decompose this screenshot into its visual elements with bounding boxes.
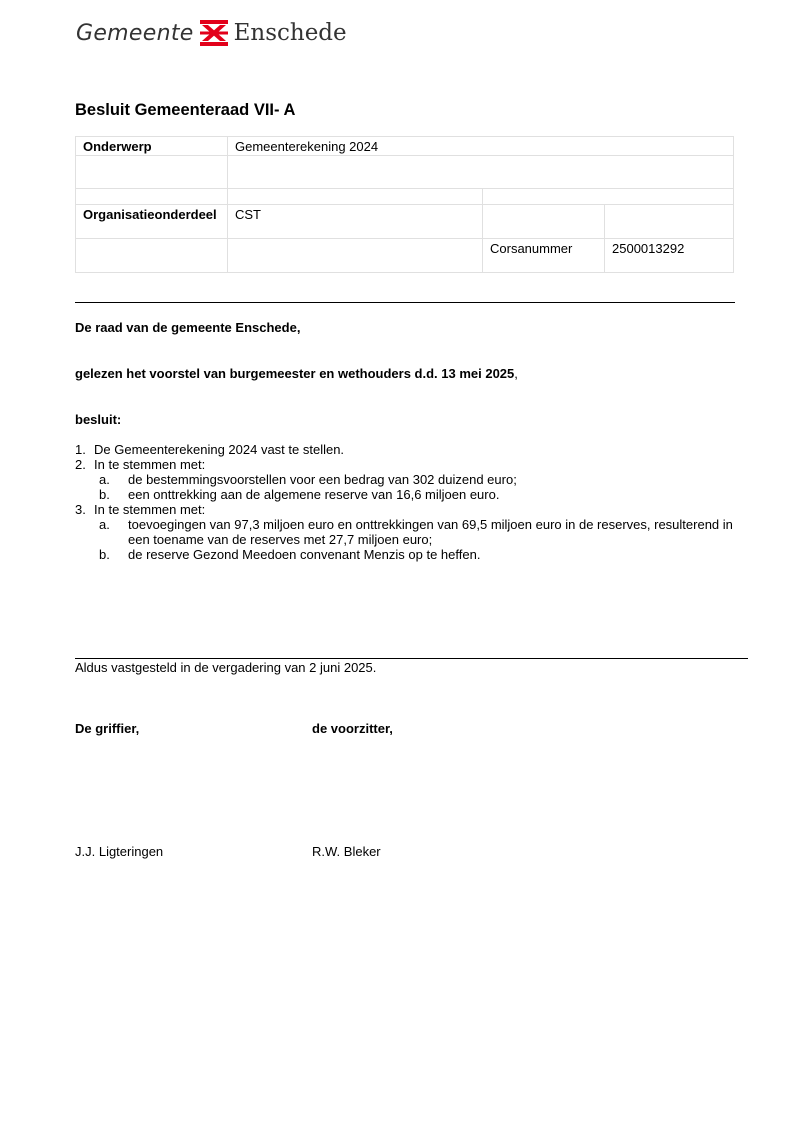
corsa-value: 2500013292 [605, 239, 734, 273]
decision-number: 1. [75, 442, 86, 457]
separator-line [75, 302, 735, 303]
table-row [76, 239, 734, 273]
enschede-emblem-icon [200, 20, 228, 46]
onderwerp-label: Onderwerp [76, 137, 228, 156]
list-item [75, 442, 755, 457]
table-row [76, 189, 734, 205]
document-title: Besluit Gemeenteraad VII- A [75, 101, 296, 119]
logo-word-gemeente: Gemeente [76, 20, 194, 46]
sub-text: toevoegingen van 97,3 miljoen euro en onttrekkingen van 69,5 miljoen euro in de reserves, resulterend in een toename van de reserves met 27,7 miljoen euro; [128, 517, 733, 547]
list-item [75, 502, 755, 562]
besluit-heading: besluit: [75, 412, 122, 427]
sub-text: de bestemmingsvoorstellen voor een bedrag van 302 duizend euro; [128, 472, 517, 487]
sub-letter: a. [99, 472, 110, 487]
gelezen-text: gelezen het voorstel van burgemeester en wethouders d.d. 13 mei 2025 [75, 366, 515, 381]
gelezen-line [75, 366, 518, 381]
vastgesteld-text: Aldus vastgesteld in de vergadering van 2 juni 2025. [75, 660, 377, 675]
list-item [75, 457, 755, 502]
voorzitter-name: R.W. Bleker [312, 844, 381, 859]
griffier-label: De griffier, [75, 721, 140, 736]
decision-list [75, 442, 755, 562]
raad-heading: De raad van de gemeente Enschede, [75, 320, 301, 335]
sub-text: een onttrekking aan de algemene reserve van 16,6 miljoen euro. [128, 487, 500, 502]
sub-letter: b. [99, 547, 110, 562]
sub-item [94, 487, 755, 502]
table-row [76, 137, 734, 156]
gelezen-comma: , [514, 366, 518, 381]
sub-item [94, 547, 755, 562]
decision-text: In te stemmen met: [94, 457, 206, 472]
sub-text: de reserve Gezond Meedoen convenant Menzis op te heffen. [128, 547, 481, 562]
sub-item [94, 517, 755, 547]
logo-word-enschede: Enschede [233, 20, 347, 46]
metadata-table [75, 136, 734, 273]
voorzitter-label: de voorzitter, [312, 721, 393, 736]
sub-letter: b. [99, 487, 110, 502]
decision-number: 3. [75, 502, 86, 517]
sub-item [94, 472, 755, 487]
table-row [76, 156, 734, 189]
decision-text: In te stemmen met: [94, 502, 206, 517]
table-row [76, 205, 734, 239]
organisatie-value: CST [228, 205, 483, 239]
signature-separator-line [75, 658, 748, 659]
municipality-logo [76, 18, 347, 48]
griffier-name: J.J. Ligteringen [75, 844, 164, 859]
decision-number: 2. [75, 457, 86, 472]
corsa-label: Corsanummer [483, 239, 605, 273]
sub-letter: a. [99, 517, 110, 532]
organisatie-label: Organisatieonderdeel [76, 205, 228, 239]
decision-text: De Gemeenterekening 2024 vast te stellen. [94, 442, 345, 457]
onderwerp-value: Gemeenterekening 2024 [228, 137, 734, 156]
